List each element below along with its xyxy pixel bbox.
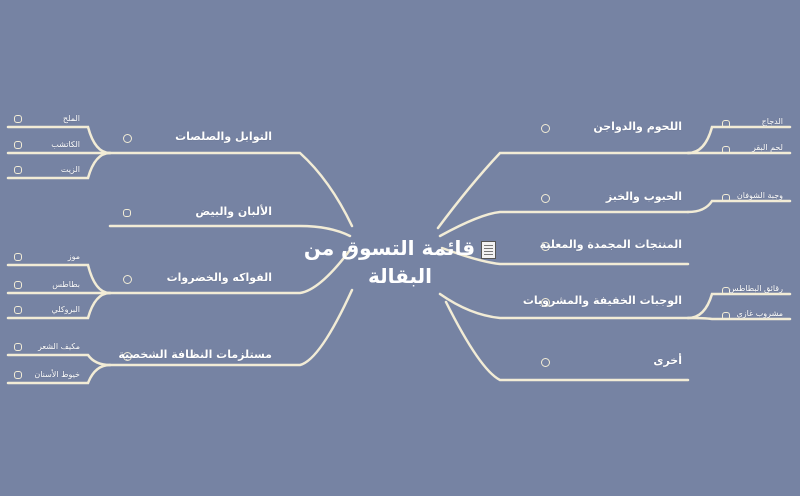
branch-bullet-left-2[interactable] (123, 275, 132, 284)
subline-right-1-0 (688, 201, 790, 212)
branch-label-right-1[interactable]: الحبوب والخبز (605, 190, 682, 203)
checkbox-right-0-1[interactable] (722, 146, 730, 154)
central-topic-line2: البقالة (367, 264, 433, 288)
branch-bullet-right-4[interactable] (541, 358, 550, 367)
item-left-0-0[interactable]: الملح (62, 114, 80, 123)
branch-bullet-left-0[interactable] (123, 134, 132, 143)
branch-bullet-right-0[interactable] (541, 124, 550, 133)
branch-line-right-1 (440, 212, 688, 236)
item-left-0-2[interactable]: الزيت (60, 165, 80, 174)
central-topic-line1: قائمة التسوق من (303, 236, 476, 260)
branch-label-left-1[interactable]: الألبان والبيض (195, 205, 272, 218)
subline-left-3-0 (8, 355, 110, 365)
branch-bullet-left-1[interactable] (123, 209, 131, 217)
item-right-3-0[interactable]: رقائق البطاطس (728, 284, 783, 293)
item-left-2-0[interactable]: موز (67, 252, 80, 261)
checkbox-right-0-0[interactable] (722, 120, 730, 128)
item-left-0-1[interactable]: الكاتشب (51, 140, 80, 149)
item-right-1-0[interactable]: وجبة الشوفان (736, 191, 783, 200)
document-icon (481, 241, 496, 259)
checkbox-left-0-1[interactable] (14, 141, 22, 149)
subline-right-3-1 (688, 318, 790, 319)
checkbox-left-2-0[interactable] (14, 253, 22, 261)
checkbox-right-3-1[interactable] (722, 312, 730, 320)
branch-label-left-2[interactable]: الفواكه والخضروات (166, 271, 272, 284)
item-left-3-1[interactable]: خيوط الأسنان (34, 370, 80, 379)
checkbox-left-0-0[interactable] (14, 115, 22, 123)
central-topic[interactable] (300, 234, 500, 290)
branch-label-right-3[interactable]: الوجبات الخفيفة والمشروبات (522, 294, 682, 307)
branch-label-left-0[interactable]: التوابل والصلصات (175, 130, 272, 143)
checkbox-left-0-2[interactable] (14, 166, 22, 174)
checkbox-left-3-1[interactable] (14, 371, 22, 379)
checkbox-left-2-2[interactable] (14, 306, 22, 314)
branch-bullet-right-1[interactable] (541, 194, 550, 203)
branch-label-right-0[interactable]: اللحوم والدواجن (593, 120, 682, 133)
item-left-2-1[interactable]: بطاطس (52, 280, 80, 289)
checkbox-left-2-1[interactable] (14, 281, 22, 289)
item-left-2-2[interactable]: البروكلي (51, 305, 80, 314)
item-left-3-0[interactable]: مكيف الشعر (37, 342, 80, 351)
item-right-0-0[interactable]: الدجاج (761, 117, 783, 126)
checkbox-left-3-0[interactable] (14, 343, 22, 351)
checkbox-right-1-0[interactable] (722, 194, 730, 202)
subline-left-0-2 (8, 153, 110, 178)
item-right-3-1[interactable]: مشروب غازي (736, 309, 783, 318)
item-right-0-1[interactable]: لحم البقر (751, 143, 783, 152)
branch-label-right-2[interactable]: المنتجات المجمدة والمعلبة (539, 238, 682, 251)
branch-label-right-4[interactable]: أخرى (653, 354, 682, 367)
branch-label-left-3[interactable]: مستلزمات النظافة الشخصية (118, 348, 272, 361)
